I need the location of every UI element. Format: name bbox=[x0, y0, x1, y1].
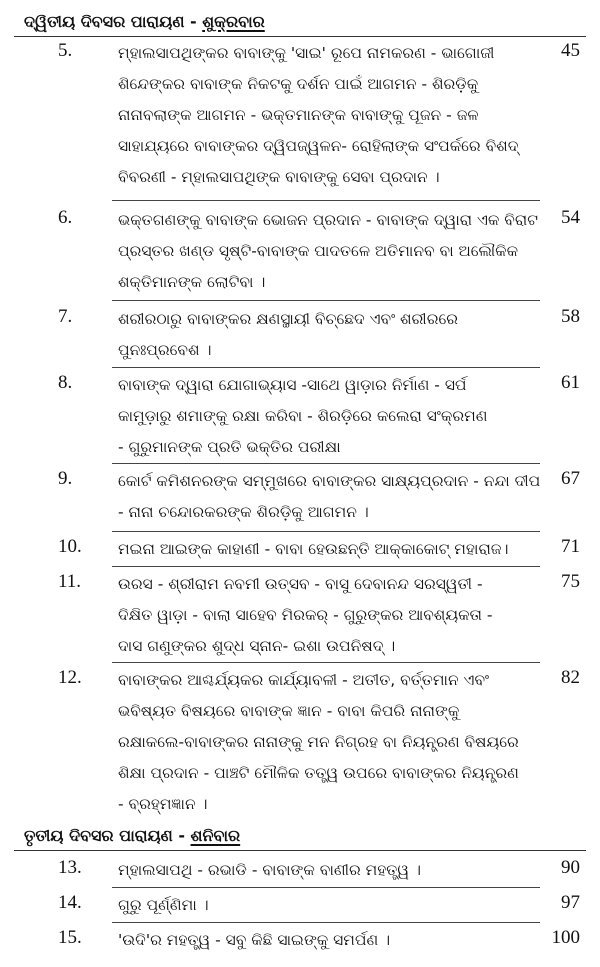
entry-page-number: 67 bbox=[561, 468, 580, 489]
entry-divider bbox=[112, 887, 540, 888]
entry-divider bbox=[112, 566, 540, 567]
entry-page-number: 90 bbox=[561, 857, 580, 878]
section-title-prefix: ତୃତୀୟ ଦିବସର ପାରାୟଣ - bbox=[24, 826, 191, 845]
entry-text: କୋର୍ଟ କମିଶନରଙ୍କ ସମ୍ମୁଖରେ ବାବାଙ୍କର ସାକ୍ଷ୍ୟପ୍ରଦାନ - ନନ୍ଦା ଦୀପ - ନାନା ଚନ୍ଦୋରକରଙ୍କ ଶିରଡ଼ିକୁ ଆଗମନ । bbox=[118, 472, 541, 521]
entry-text: ଭକ୍ତଗଣଙ୍କୁ ବାବାଙ୍କ ଭୋଜନ ପ୍ରଦାନ - ବାବାଙ୍କ ଦ୍ୱାରା ଏକ ବିରାଟ ପ୍ରସ୍ତର ଖଣ୍ଡ ସୃଷ୍ଟି-ବାବାଙ୍କ ପାଦତଳେ ଅତିମାନବ ବା ଅଲୌକିକ ଶକ୍ତିମାନଙ୍କ ଲୋଟିବା । bbox=[118, 211, 538, 291]
entry-number: 13. bbox=[58, 857, 82, 878]
entry-number: 15. bbox=[58, 927, 82, 948]
entry-number: 7. bbox=[58, 306, 73, 327]
entry-number: 14. bbox=[58, 892, 82, 913]
entry-page-number: 45 bbox=[561, 40, 580, 61]
entry-divider bbox=[112, 300, 540, 301]
entry-divider bbox=[112, 531, 540, 532]
entry-divider bbox=[112, 200, 540, 201]
entry-page-number: 75 bbox=[561, 571, 580, 592]
entry-page-number: 71 bbox=[561, 536, 580, 557]
section-title bbox=[24, 826, 240, 846]
entry-number: 11. bbox=[58, 571, 82, 592]
entry-number: 9. bbox=[58, 468, 73, 489]
entry-divider bbox=[112, 922, 540, 923]
section-title-prefix: ଦ୍ୱିତୀୟ ଦିବସର ପାରାୟଣ - bbox=[24, 12, 203, 31]
entry-number: 6. bbox=[58, 207, 73, 228]
section-heading-day-3 bbox=[14, 818, 586, 851]
entry-text: ଉରସ - ଶ୍ରୀରାମ ନବମୀ ଉତ୍ସବ - ବାସୁ ଦେବାନନ୍ଦ ସରସ୍ୱତୀ - ଦିକ୍ଷିତ ୱାଡ଼ା - ବାଲା ସାହେବ ମିରକର୍ - ଗୁରୁଙ୍କର ଆବଶ୍ୟକତା - ଦାସ ଗଣୁଙ୍କର ଶୁଦ୍ଧ ସ୍ନାନ- ଇଶା ଉପନିଷଦ୍ । bbox=[118, 575, 493, 655]
entry-text: ବାବାଙ୍କ ଦ୍ୱାରା ଯୋଗାଭ୍ୟାସ -ସାଥେ ୱାଡ଼ାର ନିର୍ମାଣ - ସର୍ପ କାମୁଡ଼ାରୁ ଶମାଙ୍କୁ ରକ୍ଷା କରିବା - ଶିରଡ଼ିରେ କଲେରା ସଂକ୍ରମଣ - ଗୁରୁମାନଙ୍କ ପ୍ରତି ଭକ୍ତିର ପରୀକ୍ଷା bbox=[118, 376, 488, 456]
entry-divider bbox=[112, 662, 540, 663]
entry-text: ଗୁରୁ ପୂର୍ଣ୍ଣିମା । bbox=[118, 896, 209, 914]
entry-page-number: 61 bbox=[561, 372, 580, 393]
entry-number: 10. bbox=[58, 536, 82, 557]
entry-text: ବାବାଙ୍କର ଆଶ୍ଚର୍ଯ୍ୟକର କାର୍ଯ୍ୟାବଳୀ - ଅତୀତ, ବର୍ତ୍ତମାନ ଏବଂ ଭବିଷ୍ୟତ ବିଷୟରେ ବାବାଙ୍କ ଜ୍ଞାନ - ବାବା କିପରି ନାନାଙ୍କୁ ରକ୍ଷାକଲେ-ବାବାଙ୍କର ନାନାଙ୍କୁ ମନ ନିଗ୍ରହ ବା ନିୟନ୍ତ୍ରଣ ବିଷୟରେ ଶିକ୍ଷା ପ୍ରଦାନ - ପାଞ୍ଚଟି ମୌଳିକ ତତ୍ତ୍ୱ ଉପରେ ବାବାଙ୍କର ନିୟନ୍ତ୍ରଣ - ବ୍ରହ୍ମଜ୍ଞାନ । bbox=[118, 671, 519, 813]
entry-number: 8. bbox=[58, 372, 73, 393]
section-day-name: ଶନିବାର bbox=[190, 826, 241, 845]
section-title bbox=[24, 12, 265, 32]
section-day-name: ଶୁକ୍ରବାର bbox=[202, 12, 265, 31]
entry-page-number: 82 bbox=[561, 667, 580, 688]
entry-divider bbox=[112, 367, 540, 368]
entry-text: ଶରୀରଠାରୁ ବାବାଙ୍କର କ୍ଷଣସ୍ଥାୟୀ ବିଚ୍ଛେଦ ଏବଂ ଶରୀରରେ ପୁନଃପ୍ରବେଶ । bbox=[118, 310, 458, 359]
entry-page-number: 100 bbox=[551, 927, 580, 948]
entry-number: 12. bbox=[58, 667, 82, 688]
entry-text: ମଇନା ଆଇଙ୍କ କାହାଣୀ - ବାବା ହେଉଛନ୍ତି ଆକ୍କାକୋଟ୍ ମହାରାଜ। bbox=[118, 540, 509, 558]
entry-page-number: 54 bbox=[561, 207, 580, 228]
entry-page-number: 97 bbox=[561, 892, 580, 913]
entry-number: 5. bbox=[58, 40, 73, 61]
entry-divider bbox=[112, 463, 540, 464]
entry-page-number: 58 bbox=[561, 306, 580, 327]
entry-text: 'ଉଦି'ର ମହତ୍ତ୍ୱ - ସବୁ କିଛି ସାଇଙ୍କୁ ସମର୍ପଣ । bbox=[118, 931, 391, 949]
section-heading-day-2 bbox=[14, 4, 586, 37]
entry-text: ମ୍ହାଲସାପଥି - ରଭାଡି - ବାବାଙ୍କ ବାଣୀର ମହତ୍ତ୍ୱ । bbox=[118, 861, 421, 879]
entry-text: ମ୍ହାଲସାପଥିଙ୍କର ବାବାଙ୍କୁ 'ସାଇ' ରୂପେ ନାମକରଣ - ଭାଗୋଜୀ ଶିନ୍ଦେଙ୍କର ବାବାଙ୍କ ନିକଟକୁ ଦର୍ଶନ ପାଇଁ ଆଗମନ - ଶିରଡ଼ିକୁ ନାନାବଲାଙ୍କ ଆଗମନ - ଭକ୍ତମାନଙ୍କ ବାବାଙ୍କୁ ପୂଜନ - ଜଳ ସାହାଯ୍ୟରେ ବାବାଙ୍କର ଦ୍ୱିପଜ୍ୱଳନ- ରୋହିଲାଙ୍କ ସଂପର୍କରେ ବିଶଦ୍ ବିବରଣୀ - ମ୍ହାଲସାପଥିଙ୍କ ବାବାଙ୍କୁ ସେବା ପ୍ରଦାନ । bbox=[118, 44, 519, 186]
